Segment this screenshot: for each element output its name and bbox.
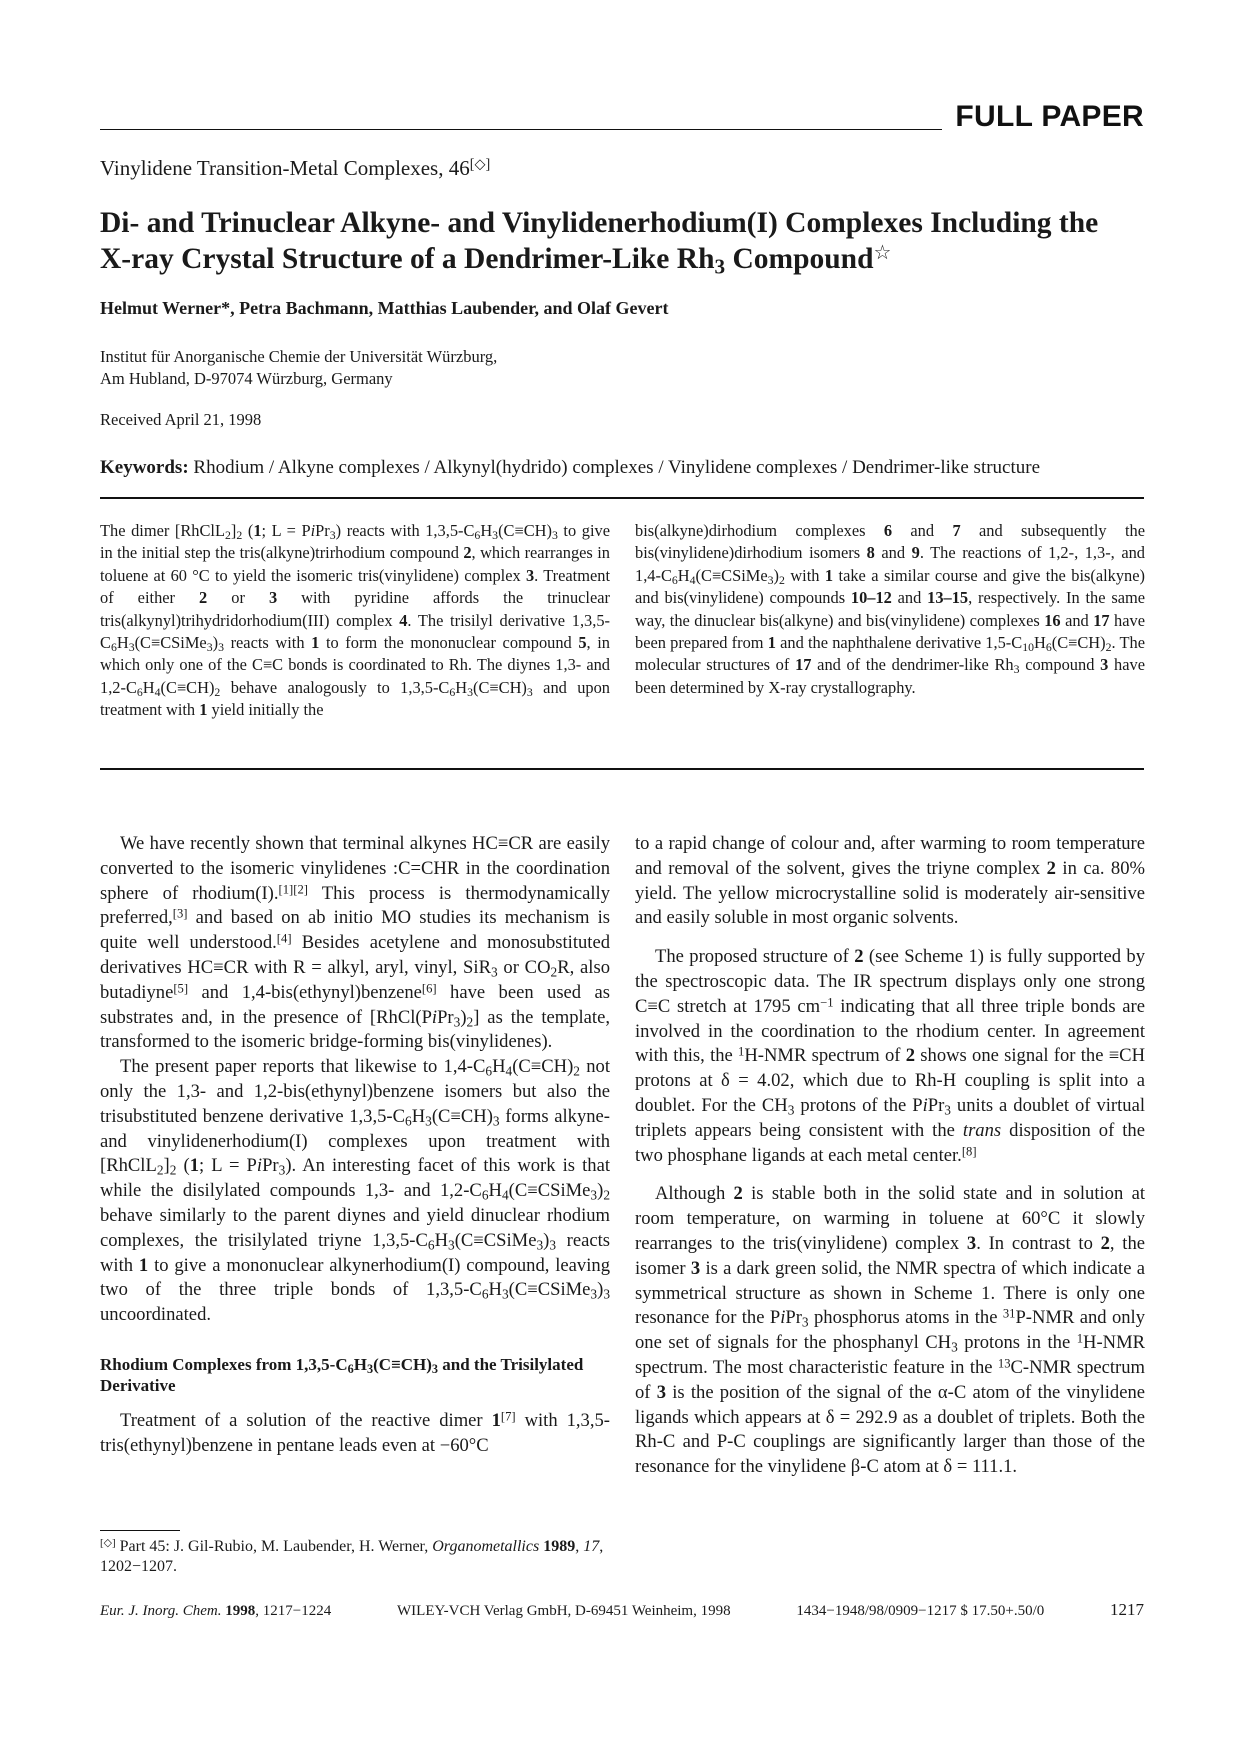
footnote-journal: Organometallics (432, 1538, 540, 1555)
footer-publisher: WILEY-VCH Verlag GmbH, D-69451 Weinheim, 1998 (397, 1603, 731, 1619)
footer-code: 1434−1948/98/0909−1217 $ 17.50+.50/0 (796, 1603, 1045, 1619)
footer-pages: , 1217−1224 (255, 1603, 332, 1619)
affiliation-line-1: Institut für Anorganische Chemie der Universität Würzburg, (100, 347, 498, 366)
footnote-year: 1989 (543, 1538, 576, 1555)
series-footnote-mark: [◇] (469, 156, 491, 173)
body-column-right (635, 832, 1145, 1480)
abstract-top-rule (100, 497, 1144, 499)
body-paragraph: Although 2 is stable both in the solid state and in solution at room temperature, on warming in toluene at 60°C it slowly rearranges to the tris(vinylidene) complex 3. In contrast to 2, the isomer 3 is a dark green solid, the NMR spectra of which indicate a symmetrical structure as shown in Scheme 1. There is only one resonance for the PiPr$_3$ phosphorus atoms in the $^{31}$P-NMR and only one set of signals for the phosphanyl $CH_3$ protons in the $^1$H-NMR spectrum. The most characteristic feature in the $^{13}$C-NMR spectrum of 3 is the position of the signal of the α-C atom of the vinylidene ligands which appears at δ = 292.9 as a doublet of triplets. Both the Rh-C and P-C couplings are significantly larger than those of the resonance for the vinylidene β-C atom at δ = 111.1. (635, 1183, 1146, 1478)
affiliation-line-2: Am Hubland, D-97074 Würzburg, Germany (100, 369, 393, 388)
series-text: Vinylidene Transition-Metal Complexes, 46 (100, 156, 470, 180)
abstract-left: The dimer $[RhClL_2]_2$ (1; L = PiPr$_3$) reacts with $1,3,5-C_6H_3(C\equiv CH)_3$ to give in the initial step the tris(alkyne)trirhodium compound 2, which rearranges in toluene at 60 °C to yield the isomeric tris(vinylidene) complex 3. Treatment of either 2 or 3 with pyridine affords the trinuclear tris(alkynyl)trihydridorhodium(III) complex 4. The trisilyl derivative $1,3,5-C_6H_3(C\equiv CSiMe_3)_3$ reacts with 1 to form the mononuclear compound 5, in which only one of the C≡C bonds is coordinated to Rh. The diynes 1,3- and $1,2-C_6H_4(C\equiv CH)_2$ behave analogously to $1,3,5-C_6H_3(C\equiv CH)_3$ and upon treatment with 1 yield initially the (100, 521, 610, 720)
received-date: Received April 21, 1998 (100, 410, 262, 429)
footnote-volume: 17 (583, 1538, 600, 1555)
body-paragraph: to a rapid change of colour and, after warming to room temperature and removal of the solvent, gives the triyne complex 2 in ca. 80% yield. The yellow microcrystalline solid is moderately air-sensitive and easily soluble in most organic solvents. (635, 833, 1145, 929)
body-paragraph: Treatment of a solution of the reactive dimer 1[7] with 1,3,5-tris(ethynyl)benzene in pentane leads even at −60°C (100, 1409, 610, 1456)
title-line-1: Di- and Trinuclear Alkyne- and Vinylidenerhodium(I) Complexes Including the (100, 207, 1099, 239)
header-rule (100, 129, 942, 130)
footnote-pages: , 1202−1207. (100, 1538, 604, 1575)
keywords (100, 457, 1040, 479)
footnote-text: Part 45: J. Gil-Rubio, M. Laubender, H. Werner, (119, 1538, 429, 1555)
footnote-mark: [◇] (100, 1537, 116, 1550)
body-column-left (100, 832, 610, 1459)
section-label: FULL PAPER (955, 100, 1144, 133)
footer-citation (100, 1603, 331, 1620)
footnote-rule (100, 1530, 180, 1531)
page-number: 1217 (1110, 1600, 1144, 1619)
series-line (100, 156, 490, 181)
keywords-list: Rhodium / Alkyne complexes / Alkynyl(hydrido) complexes / Vinylidene complexes / Dendrimer-like structure (193, 457, 1041, 478)
footer-journal: Eur. J. Inorg. Chem. (100, 1603, 222, 1619)
body-paragraph: We have recently shown that terminal alkynes HC≡CR are easily converted to the isomeric vinylidenes :C=CHR in the coordination sphere of rhodium(I).[1][2] This process is thermodynamically preferred,[3] and based on ab initio MO studies its mechanism is quite well understood.[4] Besides acetylene and monosubstituted derivatives HC≡CR with R = alkyl, aryl, vinyl, SiR$_3$ or $CO_2R$, also butadiyne[5] and 1,4-bis(ethynyl)benzene[6] have been used as substrates and, in the presence of $[RhCl(PiPr_3)_2]$ as the template, transformed to the isomeric bridge-forming bis(vinylidenes). (100, 833, 610, 1053)
article-title (100, 205, 1150, 277)
affiliation (100, 346, 497, 390)
title-subscript: 3 (714, 254, 726, 279)
title-line-2: X-ray Crystal Structure of a Dendrimer-Like Rh (100, 243, 715, 275)
abstract-right: bis(alkyne)dirhodium complexes 6 and 7 and subsequently the bis(vinylidene)dirhodium isomers 8 and 9. The reactions of 1,2-, 1,3-, and $1,4-C_6H_4(C\equiv CSiMe_3)_2$ with 1 take a similar course and give the bis(alkyne) and bis(vinylidene) compounds 10–12 and 13–15, respectively. In the same way, the dinuclear bis(alkyne) and bis(vinylidene) complexes 16 and 17 have been prepared from 1 and the naphthalene derivative $1,5-C_{10}H_6(C\equiv CH)_2$. The molecular structures of 17 and of the dendrimer-like $Rh_3$ compound 3 have been determined by X-ray crystallography. (635, 521, 1145, 697)
keywords-label: Keywords: (100, 457, 189, 478)
section-heading: Rhodium Complexes from $1,3,5-C_6H_3(C\equiv CH)_3$ and the Trisilylated Derivative (100, 1354, 584, 1396)
footer-year: 1998 (225, 1603, 256, 1619)
title-star-mark: ☆ (873, 241, 892, 264)
author-list: Helmut Werner*, Petra Bachmann, Matthias Laubender, and Olaf Gevert (100, 298, 669, 318)
page-footer (100, 1600, 1144, 1620)
abstract-bottom-rule (100, 768, 1144, 770)
title-end: Compound (725, 243, 874, 275)
footnote: [◇] Part 45: J. Gil-Rubio, M. Laubender, H. Werner, Organometallics 1989, 17, 1202−1207. (100, 1537, 604, 1575)
body-paragraph: The present paper reports that likewise to $1,4-C_6H_4(C\equiv CH)_2$ not only the 1,3- and 1,2-bis(ethynyl)benzene isomers but also the trisubstituted benzene derivative $1,3,5-C_6H_3(C\equiv CH)_3$ forms alkyne- and vinylidenerhodium(I) complexes upon treatment with $[RhClL_2]_2$ (1; L = PiPr$_3$). An interesting facet of this work is that while the disilylated compounds 1,3- and $1,2-C_6H_4(C\equiv CSiMe_3)_2$ behave similarly to the parent diynes and yield dinuclear rhodium complexes, the trisilylated triyne $1,3,5-C_6H_3(C\equiv CSiMe_3)_3$ reacts with 1 to give a mononuclear alkynerhodium(I) compound, leaving two of the three triple bonds of $1,3,5-C_6H_3(C\equiv CSiMe_3)_3$ uncoordinated. (100, 1056, 610, 1326)
body-paragraph: The proposed structure of 2 (see Scheme 1) is fully supported by the spectroscopic data. The IR spectrum displays only one strong C≡C stretch at 1795 $cm^{-1}$ indicating that all three triple bonds are involved in the coordination to the rhodium center. In agreement with this, the $^1$H-NMR spectrum of 2 shows one signal for the ≡CH protons at δ = 4.02, which due to Rh-H coupling is split into a doublet. For the $CH_3$ protons of the PiPr$_3$ units a doublet of virtual triplets appears being consistent with the trans disposition of the two phosphane ligands at each metal center.[8] (635, 946, 1146, 1166)
